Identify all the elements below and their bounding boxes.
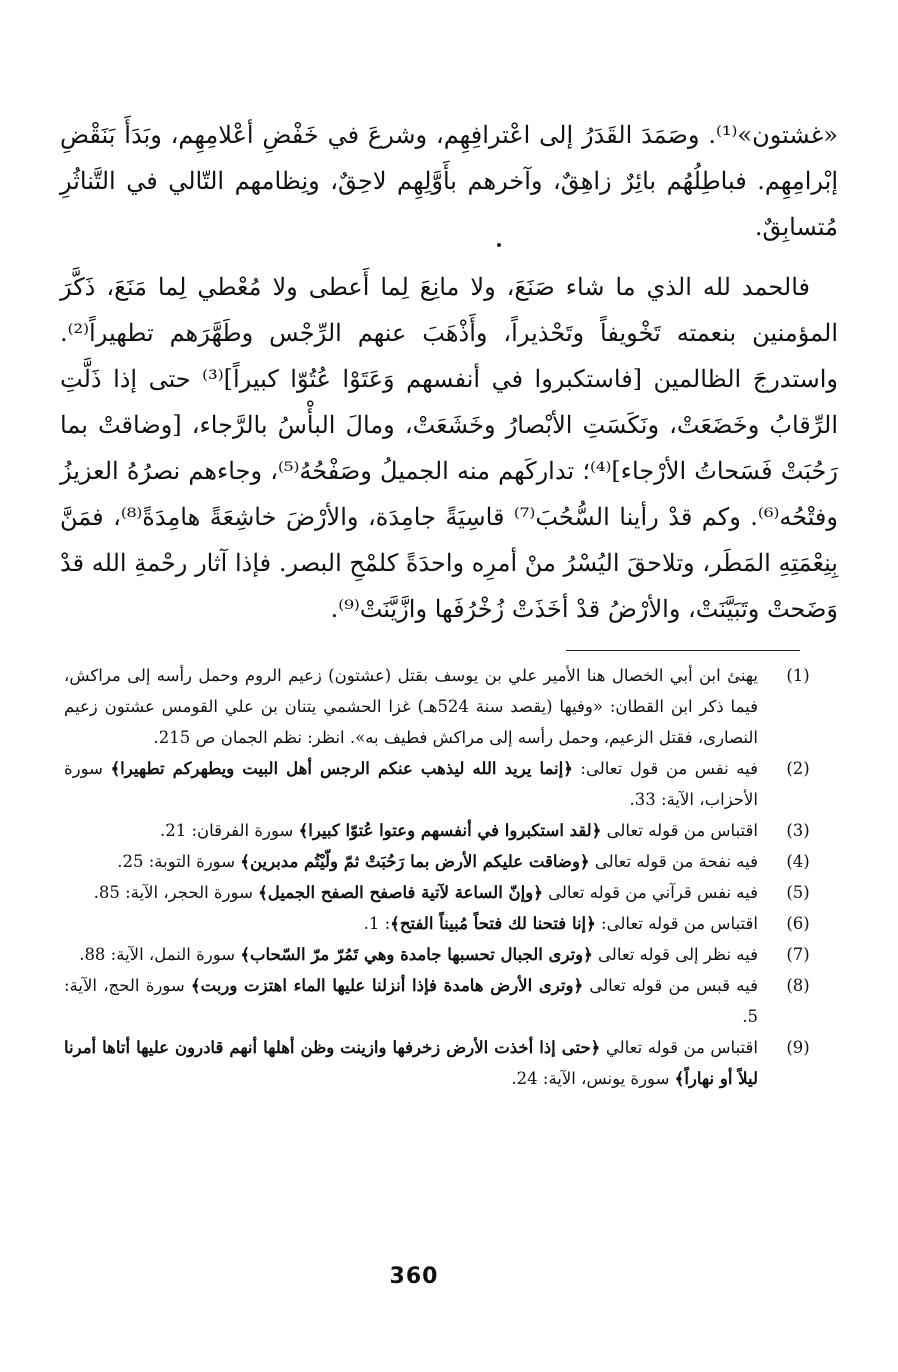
footnote-number: (5) — [786, 883, 810, 902]
footnote-text: فيه نفس قرآني من قوله تعالى ﴿وإنّ الساعة لآتية فاصفح الصفح الجميل﴾ سورة الحجر، الآية: 85. — [93, 883, 758, 902]
footnote-7 — [64, 939, 838, 970]
footnote-1 — [64, 660, 838, 753]
footnote-number: (9) — [786, 1038, 810, 1057]
footnote-5 — [64, 877, 838, 908]
footnote-text: اقتباس من قوله تعالى ﴿لقد استكبروا في أنفسهم وعتوا عُتوّا كبيرا﴾ سورة الفرقان: 21. — [159, 821, 758, 840]
footnote-text: فيه نفحة من قوله تعالى ﴿وضاقت عليكم الأرض بما رَحُبَتْ ثمّ ولّيْتُم مدبرين﴾ سورة التوبة: 25. — [117, 852, 758, 871]
quran-quote: ﴿وإنّ الساعة لآتية فاصفح الصفح الجميل﴾ — [258, 883, 543, 902]
ink-dot — [497, 243, 501, 247]
page-number: 360 — [389, 1264, 439, 1289]
footnote-8 — [64, 970, 838, 1032]
paragraph-1: «غشتون»⁽¹⁾. وصَمَدَ القَدَرُ إلى اعْترافِهِم، وشرعَ في خَفْضِ أعْلامِهِم، وبَدَأَ بَنَقْضِ إبْرامِهِم. فباطِلُهُم بائِرٌ زاهِقٌ، وآخرهم بأَوَّلِهِم لاحِقٌ، ونِظامهم التّالي في التَّناثُرِ مُتسابِقٌ. — [60, 121, 838, 241]
quran-quote: ﴿إنما يريد الله ليذهب عنكم الرجس أهل البيت ويطهركم تطهيرا﴾ — [110, 759, 573, 778]
quran-quote: ﴿وترى الأرض هامدة فإذا أنزلنا عليها الماء اهتزت وربت﴾ — [190, 976, 584, 995]
footnote-number: (4) — [786, 852, 810, 871]
footnote-2 — [64, 753, 838, 815]
quran-quote: ﴿وضاقت عليكم الأرض بما رَحُبَتْ ثمّ ولّيْتُم مدبرين﴾ — [240, 852, 590, 871]
quran-quote: ﴿إنا فتحنا لك فتحاً مُبيناً الفتح﴾ — [390, 914, 596, 933]
footnote-text: يهنئ ابن أبي الخصال هنا الأمير علي بن يوسف بقتل (عشتون) زعيم الروم وحمل رأسه إلى مراكش، فيما ذكر ابن القطان: «وفيها (يقصد سنة 524هـ) غزا الحشمي يتنان بن علي القومس عشتون زعيم النصارى، فقتل الزعيم، وحمل رأسه إلى مراكش فطيف به». انظر: نظم الجمان ص 215. — [64, 666, 758, 747]
footnote-number: (3) — [786, 821, 810, 840]
footnote-number: (1) — [786, 666, 810, 685]
footnote-separator — [566, 650, 800, 651]
main-text — [60, 112, 838, 632]
footnote-4 — [64, 846, 838, 877]
footnotes — [64, 660, 838, 1094]
quran-quote: ﴿وترى الجبال تحسبها جامدة وهي تَمُرّ مرّ السّحاب﴾ — [240, 945, 593, 964]
paragraph-2: فالحمد لله الذي ما شاء صَنَعَ، ولا مانِعَ لِما أَعطى ولا مُعْطي لِما مَنَعَ، ذَكَّرَ المؤمنين بنعمته تَخْويفاً وتَحْذيراً، وأَذْهَبَ عنهم الرِّجْس وطَهَّرَهم تطهيراً⁽²⁾. واستدرجَ الظالمين [فاستكبروا في أنفسهم وَعَتَوْا عُتُوّا كبيراً]⁽³⁾ حتى إذا ذَلَّتِ الرِّقابُ وخَضَعَتْ، ونَكَسَتِ الأبْصارُ وخَشَعَتْ، ومالَ البأْسُ بالرَّجاء، [وضاقتْ بما رَحُبَتْ فَسَحاتُ الأرْجاء]⁽⁴⁾؛ تداركَهم منه الجميلُ وصَفْحُهُ⁽⁵⁾، وجاءهم نصرُهُ العزيزُ وفتْحُه⁽⁶⁾. وكم قدْ رأينا السُّحُبَ⁽⁷⁾ قاسِيَةً جامِدَة، والأرْضَ خاشِعَةً هامِدَةً⁽⁸⁾، فمَنَّ بِنِعْمَتِهِ المَطَر، وتلاحقَ اليُسْرُ منْ أمرِه واحدَةً كلمْحِ البصر. فإذا آثار رحْمةِ الله قدْ وَضَحتْ وتَبَيَّنَتْ، والأرْضُ قدْ أخَذَتْ زُخْرُفَها وازَّيَّنَتْ⁽⁹⁾. — [60, 273, 839, 623]
footnote-text: فيه نفس من قول تعالى: ﴿إنما يريد الله ليذهب عنكم الرجس أهل البيت ويطهركم تطهيرا﴾ سورة الأحزاب، الآية: 33. — [64, 759, 758, 809]
footnote-text: فيه نظر إلى قوله تعالى ﴿وترى الجبال تحسبها جامدة وهي تَمُرّ مرّ السّحاب﴾ سورة النمل، الآية: 88. — [79, 945, 758, 964]
footnote-number: (7) — [786, 945, 810, 964]
footnote-number: (8) — [786, 976, 810, 995]
footnote-number: (6) — [786, 914, 810, 933]
footnote-text: اقتباس من قوله تعالى: ﴿إنا فتحنا لك فتحاً مُبيناً الفتح﴾: 1. — [363, 914, 758, 933]
footnote-3 — [64, 815, 838, 846]
quran-quote: ﴿حتى إذا أخذت الأرض زخرفها وازينت وظن أهلها أنهم قادرون عليها أتاها أمرنا ليلاً أو نهاراً﴾ — [64, 1038, 758, 1088]
footnote-text: اقتباس من قوله تعالي ﴿حتى إذا أخذت الأرض زخرفها وازينت وظن أهلها أنهم قادرون عليها أتاها أمرنا ليلاً أو نهاراً﴾ سورة يونس، الآية: 24. — [64, 1038, 759, 1088]
footnote-6 — [64, 908, 838, 939]
footnote-9 — [64, 1032, 838, 1094]
footnote-text: فيه قبس من قوله تعالى ﴿وترى الأرض هامدة فإذا أنزلنا عليها الماء اهتزت وربت﴾ سورة الحج، الآية: 5. — [64, 976, 758, 1026]
quran-quote: ﴿لقد استكبروا في أنفسهم وعتوا عُتوّا كبيرا﴾ — [298, 821, 602, 840]
footnote-number: (2) — [786, 759, 810, 778]
